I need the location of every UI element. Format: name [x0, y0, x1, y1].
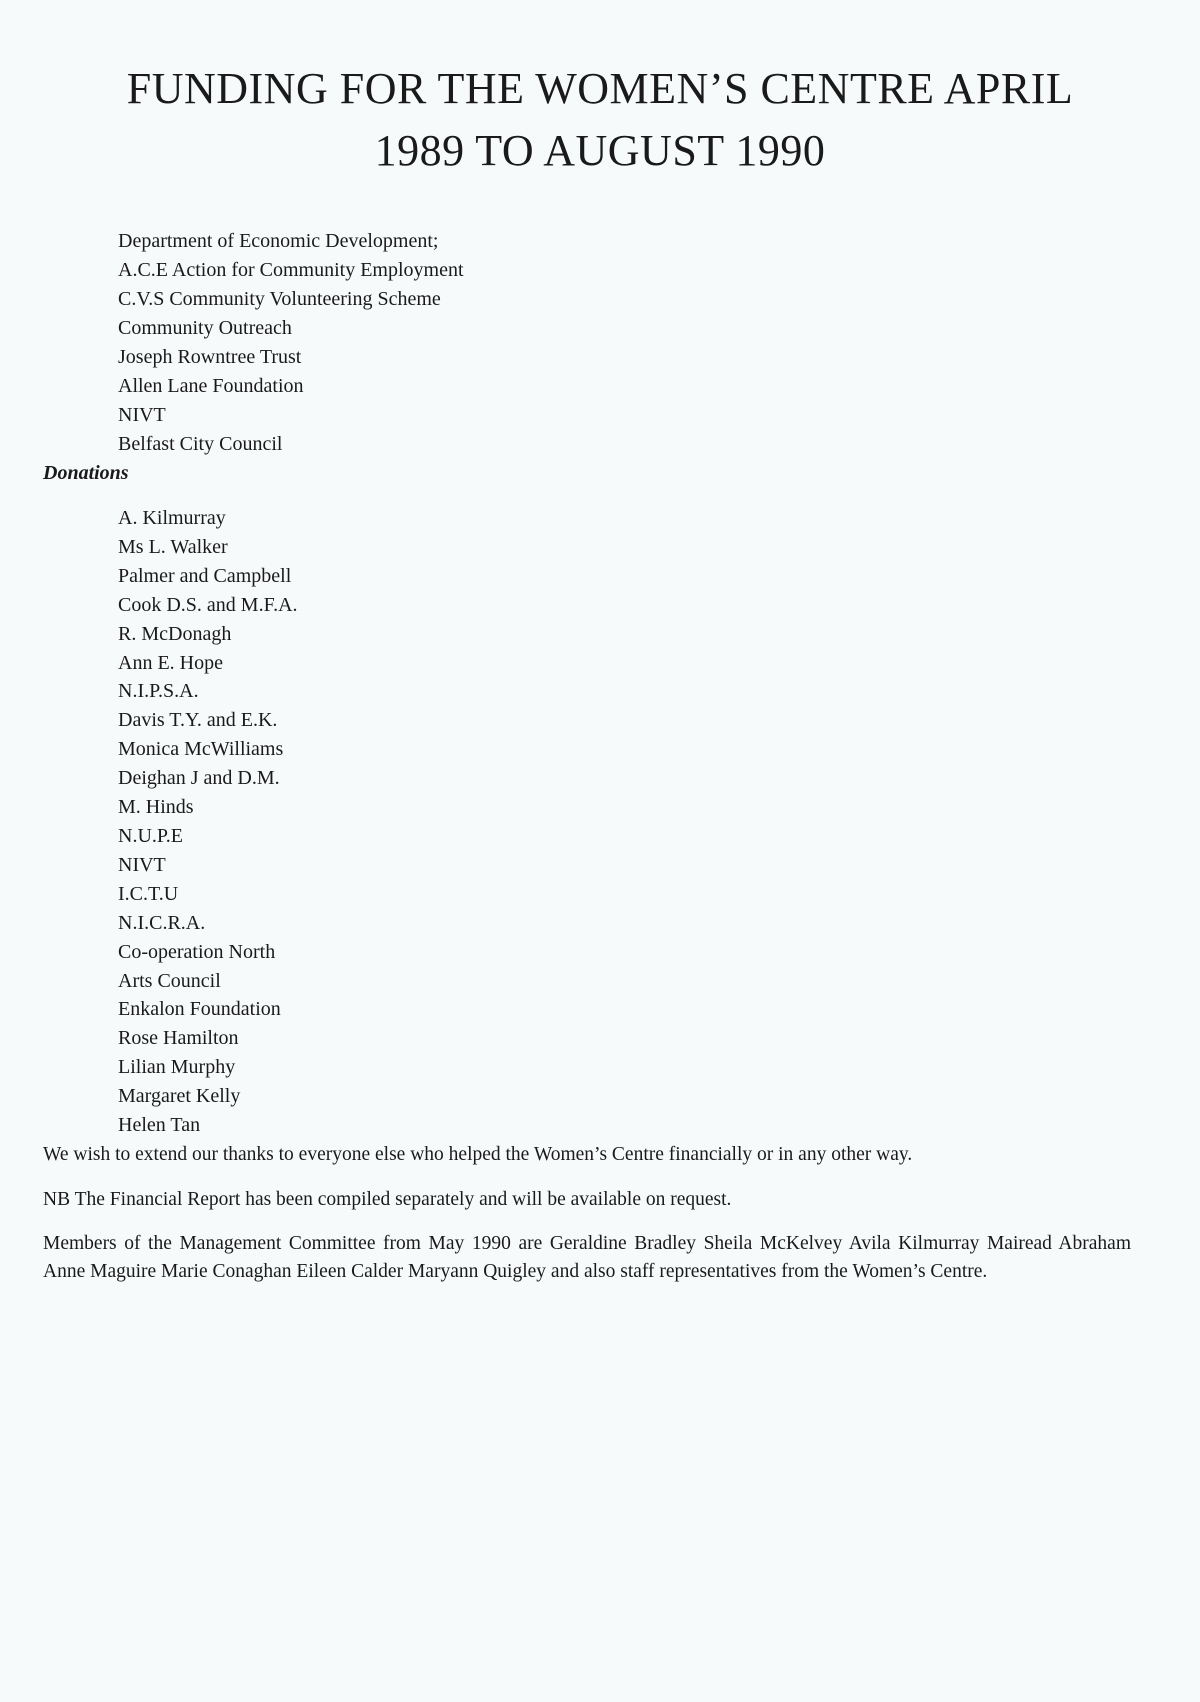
thanks-paragraph: We wish to extend our thanks to everyone else who helped the Women’s Centre financially or in any other way. [43, 1144, 913, 1165]
donor-item: Co-operation North [118, 940, 276, 963]
funders-list [118, 227, 464, 459]
donor-item: I.C.T.U [118, 882, 179, 905]
donor-item: Rose Hamilton [118, 1027, 239, 1050]
funder-item: Joseph Rowntree Trust [118, 346, 302, 368]
donor-item: A. Kilmurray [118, 507, 226, 529]
funder-item: A.C.E Action for Community Employment [118, 259, 464, 281]
funder-item: NIVT [118, 404, 166, 426]
page-title [40, 58, 1160, 182]
donor-item: N.I.C.R.A. [118, 911, 206, 934]
funder-item: C.V.S Community Volunteering Scheme [118, 288, 441, 310]
management-committee-paragraph: Members of the Management Committee from May 1990 are Geraldine Bradley Sheila McKelvey Avila Kilmurray Mairead Abraham Anne Maguire Marie Conaghan Eileen Calder Maryann Quigley and also staff representatives from the Women’s Centre. [43, 1233, 1131, 1282]
donors-list [118, 504, 298, 1140]
donor-item: Helen Tan [118, 1114, 201, 1137]
donor-item: Cook D.S. and M.F.A. [118, 593, 298, 616]
donor-item: N.U.P.E [118, 824, 184, 847]
page-title-line-2: 1989 TO AUGUST 1990 [374, 126, 826, 175]
donor-item: Arts Council [118, 969, 221, 992]
page-title-line-1: FUNDING FOR THE WOMEN’S CENTRE APRIL [126, 64, 1074, 113]
donor-item: NIVT [118, 853, 166, 876]
donor-item: M. Hinds [118, 796, 194, 819]
funder-item: Community Outreach [118, 317, 292, 339]
donor-item: R. McDonagh [118, 622, 232, 645]
donor-item: Ann E. Hope [118, 651, 223, 674]
donor-item: Monica McWilliams [118, 738, 284, 761]
financial-report-note: NB The Financial Report has been compiled separately and will be available on request. [43, 1189, 732, 1210]
donor-item: Enkalon Foundation [118, 998, 281, 1021]
donor-item: Ms L. Walker [118, 535, 228, 558]
donor-item: Palmer and Campbell [118, 564, 292, 587]
donor-item: Margaret Kelly [118, 1085, 241, 1108]
donor-item: Deighan J and D.M. [118, 767, 280, 790]
donor-item: N.I.P.S.A. [118, 680, 199, 703]
funder-item: Department of Economic Development; [118, 230, 439, 252]
donor-item: Davis T.Y. and E.K. [118, 709, 278, 732]
donations-heading: Donations [43, 462, 129, 484]
donor-item: Lilian Murphy [118, 1056, 236, 1079]
funder-item: Belfast City Council [118, 433, 283, 455]
funder-item: Allen Lane Foundation [118, 375, 304, 397]
